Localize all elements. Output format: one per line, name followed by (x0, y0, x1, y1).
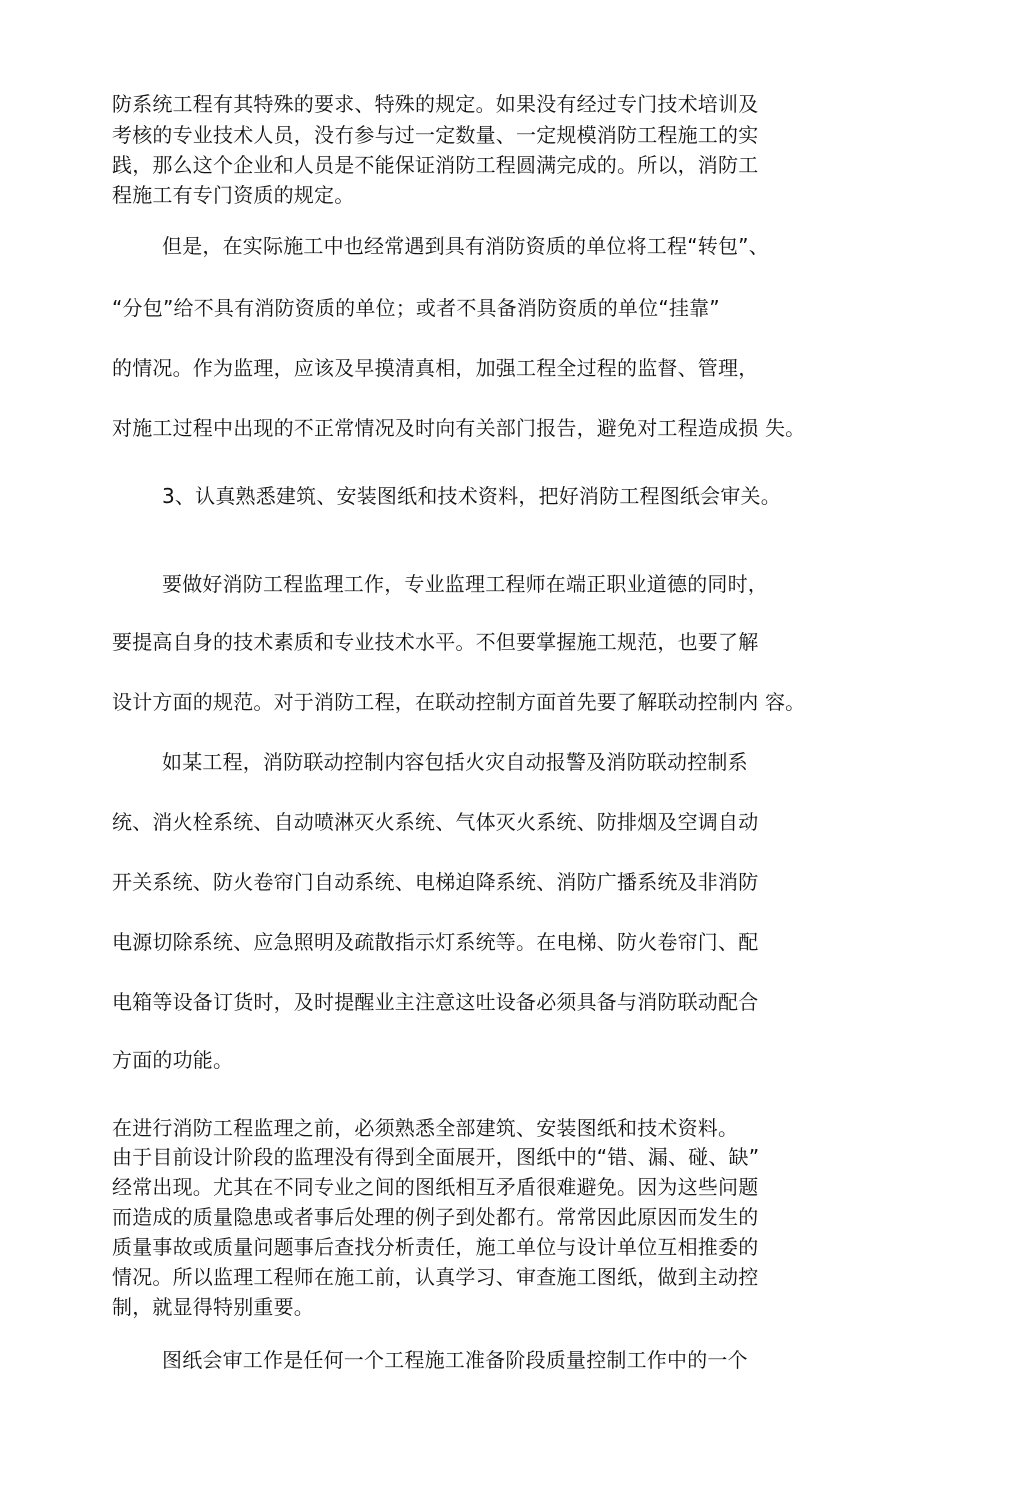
text-line: 但是，在实际施工中也经常遇到具有消防资质的单位将工程“转包”、 (162, 234, 769, 258)
text-line: 而造成的质量隐患或者事后处理的例子到处都冇。常常因此原因而发生的 (112, 1205, 759, 1229)
text-line: 考核的专业技术人员，没冇参与过一定数量、一定规模消防工程施工的实 (112, 123, 759, 147)
text-line: 统、消火栓系统、自动喷淋灭火系统、气体灭火系统、防排烟及空调自动 (112, 810, 759, 834)
text-line: 对施工过程中出现的不正常情况及时向有关部门报告，避免对工程造成损 失。 (112, 416, 806, 440)
text-line: 制，就显得特别重要。 (112, 1295, 314, 1319)
text-line: 情况。所以监理工程师在施工前，认真学习、审查施工图纸，做到主动控 (112, 1265, 759, 1289)
text-line: 电源切除系统、应急照明及疏散指示灯系统等。在电梯、防火卷帘门、配 (112, 930, 759, 954)
text-line: 由于目前设计阶段的监理没有得到全面展开，图纸中的“错、漏、碰、缺” (112, 1145, 760, 1169)
text-line: 要提高自身的技术素质和专业技术水平。不但要掌握施工规范，也要了解 (112, 630, 759, 654)
text-line: 如某工程，消防联动控制内容包括火灾自动报警及消防联动控制系 (162, 750, 748, 774)
text-line: 程施工有专门资质的规定。 (112, 183, 355, 207)
text-line: 开关系统、防火卷帘门自动系统、电梯迫降系统、消防广播系统及非消防 (112, 870, 759, 894)
text-line: 防系统工程有其特殊的要求、特殊的规定。如果没有经过专门技术培训及 (112, 92, 759, 116)
text-line: 践，那么这个企业和人员是不能保证消防工程圆满完成的。所以，消防工 (112, 153, 759, 177)
text-line: 方面的功能。 (112, 1048, 234, 1072)
section-heading: 3、认真熟悉建筑、安装图纸和技术资料，把好消防工程图纸会审关。 (162, 484, 781, 508)
text-line: 的情况。作为监理，应该及早摸清真相，加强工程全过程的监督、管理， (112, 356, 759, 380)
text-line: 设计方面的规范。对于消防工程，在联动控制方面首先要了解联动控制内 容。 (112, 690, 806, 714)
text-line: 电箱等设备订货时，及时提醒业主注意这吐设备必须具备与消防联动配合 (112, 990, 759, 1014)
text-line: 经常出现。尤其在不同专业之间的图纸相互矛盾很难避免。因为这些问题 (112, 1175, 759, 1199)
text-line: 要做好消防工程监理工作，专业监理工程师在端正职业道德的同时， (162, 572, 768, 596)
text-line: 质量事故或质量问题事后查找分析责任，施工单位与设计单位互相推委的 (112, 1235, 759, 1259)
text-line: 图纸会审工作是任何一个工程施工准备阶段质量控制工作中的一个 (162, 1348, 748, 1372)
text-line: “分包”给不具有消防资质的单位；或者不具备消防资质的单位“挂靠” (112, 296, 720, 320)
text-line: 在进行消防工程监理之前，必须熟悉全部建筑、安装图纸和技术资料。 (112, 1116, 739, 1140)
